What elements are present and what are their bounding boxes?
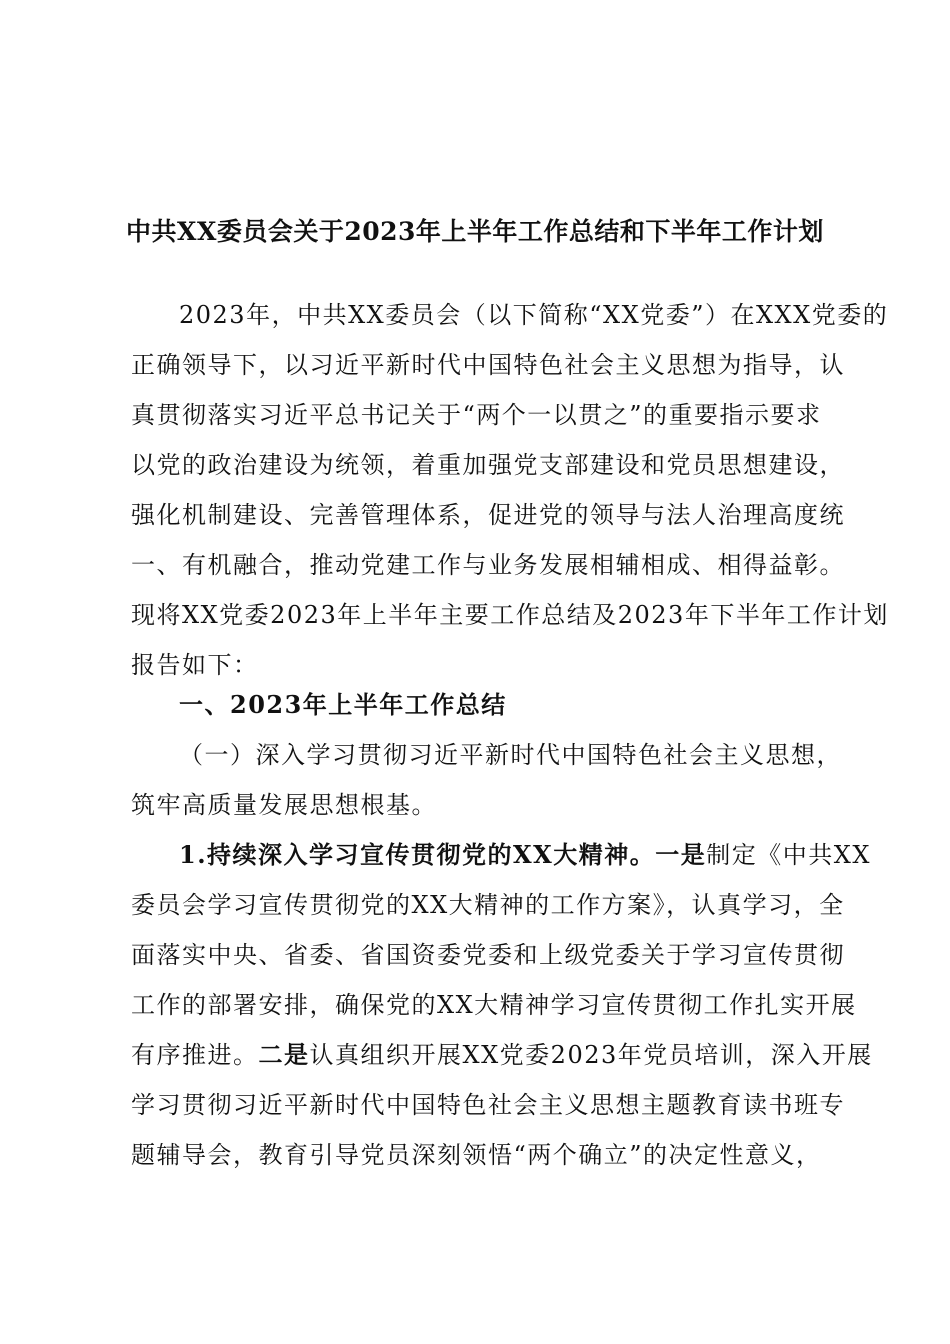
subsection-line: 筑牢高质量发展思想根基。 [131,791,437,819]
subsection-heading-1 [131,730,843,830]
intro-line: 以党的政治建设为统领，着重加强党支部建设和党员思想建设， [131,451,845,479]
item-1-line: 学习贯彻习近平新时代中国特色社会主义思想主题教育读书班专 [131,1091,845,1119]
subsection-line: （一）深入学习贯彻习近平新时代中国特色社会主义思想， [179,741,842,769]
item-1-mixed-line [131,1030,873,1080]
intro-paragraph [131,290,889,690]
intro-line: 正确领导下，以习近平新时代中国特色社会主义思想为指导，认 [131,351,845,379]
item-1-line: 题辅导会，教育引导党员深刻领悟“两个确立”的决定性意义， [131,1141,822,1169]
item-1-first-line-rest: 制定《中共XX [706,841,871,869]
section-heading-1: 一、2023年上半年工作总结 [179,690,507,719]
item-1-heading: 1.持续深入学习宣传贯彻党的XX大精神。 [179,840,656,869]
second-marker: 二是 [258,1040,310,1069]
item-1-first-line [131,830,871,880]
first-marker: 一是 [655,840,707,869]
item-1-line: 工作的部署安排，确保党的XX大精神学习宣传贯彻工作扎实开展 [131,991,857,1019]
line5-before: 有序推进。 [131,1041,259,1069]
intro-line: 现将XX党委2023年上半年主要工作总结及2023年下半年工作计划 [131,601,889,629]
intro-line: 报告如下： [131,651,259,679]
item-1-paragraph [131,830,873,1180]
intro-line: 一、有机融合，推动党建工作与业务发展相辅相成、相得益彰。 [131,551,845,579]
intro-line: 强化机制建设、完善管理体系，促进党的领导与法人治理高度统 [131,501,845,529]
item-1-line: 委员会学习宣传贯彻党的XX大精神的工作方案》，认真学习，全 [131,891,845,919]
intro-line: 2023年，中共XX委员会（以下简称“XX党委”）在XXX党委的 [179,301,889,329]
document-title: 中共XX委员会关于2023年上半年工作总结和下半年工作计划 [126,217,824,246]
intro-line: 真贯彻落实习近平总书记关于“两个一以贯之”的重要指示要求 [131,401,822,429]
line5-after: 认真组织开展XX党委2023年党员培训，深入开展 [309,1041,873,1069]
item-1-line: 面落实中央、省委、省国资委党委和上级党委关于学习宣传贯彻 [131,941,845,969]
